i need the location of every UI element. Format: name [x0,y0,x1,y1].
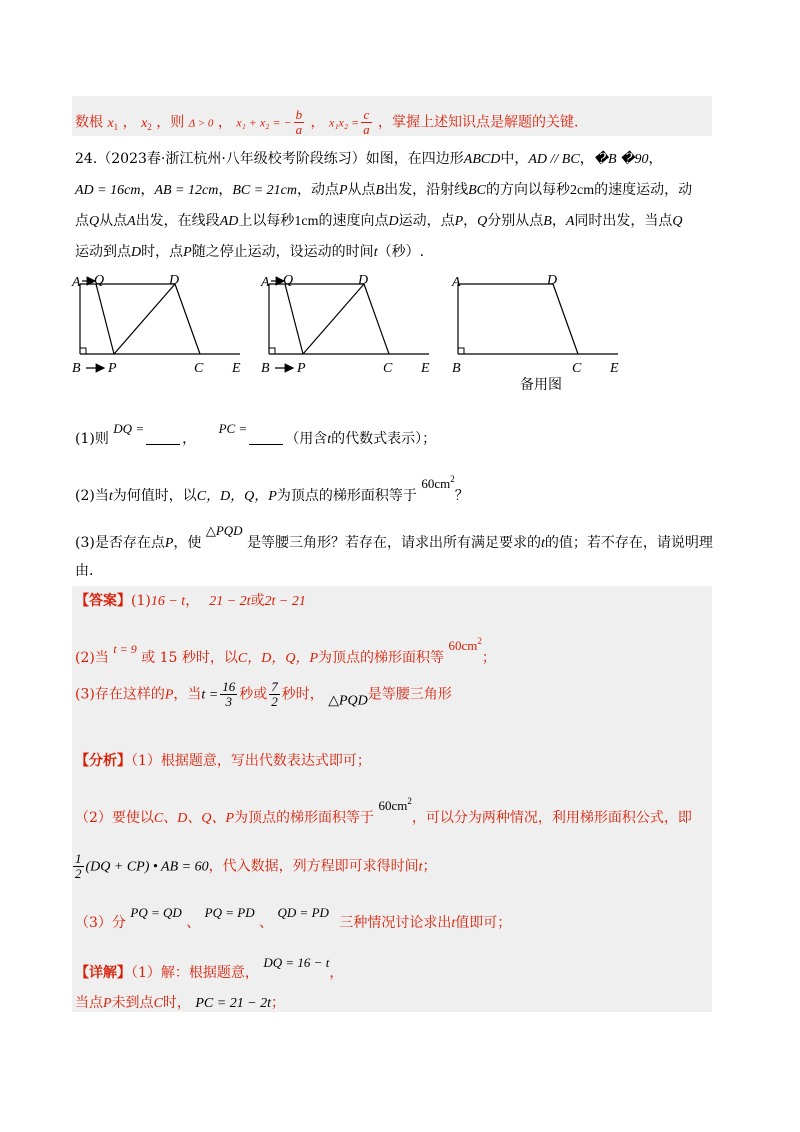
point-b: B [543,214,552,229]
header-text: ，则 [156,114,185,131]
header-text: 数根 [75,114,103,131]
problem-text: 从点 [99,213,128,229]
label-b: B [452,361,461,376]
quad-name: ABCD [463,152,501,167]
question-text: 是等腰三角形？若存在，请求出所有满足要求的 [247,535,542,551]
point-q: Q [89,214,100,229]
point-p: P [164,687,174,703]
frac-b-a [294,108,305,137]
analysis-text: ，代入数据，列方程即可求得时间 [208,858,419,875]
question-3-cont [75,562,93,580]
label-q: Q [283,273,294,288]
area-exponent: 2 [407,796,412,806]
label-p: P [108,361,117,376]
label-e: E [610,361,619,376]
question-text: 的代数式表示）； [331,431,437,447]
area-value: 60cm [448,638,478,653]
var-t: t [418,859,423,875]
sub-2: 2 [147,121,152,132]
problem-text: 出发，沿射线 [384,182,469,198]
frac-den: 2 [271,694,278,709]
problem-text: 随之停止运动，设运动的时间 [191,244,374,260]
analysis-text: 三种情况讨论求出 [339,915,452,931]
ray-bc: BC [468,183,486,198]
point-p: P [103,996,112,1011]
detail-tag: 【详解】 [75,965,131,981]
expr-pc-answer-2: 2t − 21 [264,594,306,609]
point-d: D [131,245,142,260]
length-bc: BC = 21cm [232,183,297,198]
question-text: (1)则 [75,431,109,447]
right-angle-mark [269,348,275,354]
expr-pc-detail: PC = 21 − 2t [195,996,272,1011]
var-t: t [108,489,113,504]
answer-blank [249,430,283,445]
segment-dc [553,284,578,354]
header-line [75,108,579,137]
answer-line-3 [75,680,452,711]
label-q: Q [94,273,105,288]
analysis-text: 为顶点的梯形面积等于 [234,810,375,826]
detail-text: 时， [162,995,191,1011]
answer-text: 或 [250,593,265,609]
problem-text: 同时出发，当点 [574,213,673,229]
detail-text: （1）解：根据题意， [131,965,259,981]
var-x2: x [141,115,148,131]
segment-dc [364,284,389,354]
expr-dq: DQ = [113,421,145,436]
header-text: ，掌握上述知识点是解题的关键. [378,114,579,131]
point-p: P [454,214,464,229]
question-text: (2)当 [75,488,109,504]
label-e: E [232,361,241,376]
label-e: E [421,361,430,376]
frac-7-2 [269,680,280,709]
problem-text: 的方向以每秒 [486,182,570,198]
label-b: B [72,361,81,376]
point-d: D [388,214,399,229]
answer-line-2 [75,632,496,668]
frac-den: 2 [75,866,82,881]
point-b: B [375,183,385,198]
problem-text: 24.（2023春·浙江杭州·八年级校考阶段练习）如图，在四边形 [75,151,464,167]
answer-text: ，当 [173,686,202,703]
sep: ， [140,182,155,198]
problem-text: 运动到点 [75,244,131,260]
answer-text: 是等腰三角形 [367,686,452,703]
problem-text: 从点 [347,182,376,198]
answer-text: 秒或 [239,686,268,703]
point-q: Q [477,214,488,229]
problem-line-1 [75,150,662,169]
question-text: 的值；若不存在，请说明理 [544,535,713,551]
case-qd-pd: QD = PD [277,905,329,920]
detail-line-1 [75,954,343,982]
problem-text: 时，点 [141,244,184,260]
segment-qp [285,284,303,354]
trapezoid-area-formula: (DQ + CP) • AB = 60 [85,859,209,875]
problem-text: 出发，在线段 [135,213,220,229]
problem-line-2 [75,181,692,200]
var-t: t [327,432,332,447]
problem-text: 的速度向点 [318,213,389,229]
frac-num: 7 [271,679,278,694]
delta-condition: Δ > 0 [188,117,214,130]
sep: ， [185,593,200,609]
analysis-text: （1）根据题意，写出代数表达式即可； [131,753,371,769]
answer-text: 为顶点的梯形面积等 [318,650,445,666]
detail-text: 当点 [75,995,103,1011]
t-equals: t = [201,687,219,703]
question-text: ？ [454,488,469,504]
answer-blank [146,430,180,445]
frac-1-2 [73,852,84,881]
sep: ， [182,431,197,447]
analysis-text: （2）要使以 [75,810,154,826]
label-c: C [572,361,582,376]
sub-1: 1 [113,121,119,132]
analysis-text: （3）分 [75,915,126,931]
frac-den: a [363,122,370,137]
answer-tag: 【答案】 [75,593,131,609]
vieta-sum: x₁ + x₂ = − [236,115,292,130]
question-text: 由. [75,563,94,579]
problem-text: 上以每秒 [238,213,295,229]
problem-text: 中， [500,151,529,167]
answer-text: 秒时， [281,686,324,703]
right-angle-mark [80,348,86,354]
point-p: P [338,183,348,198]
frac-num: b [295,107,303,122]
area-value: 60cm [378,798,408,813]
problem-line-4 [75,243,424,262]
figure-spare [448,270,628,376]
figure-2 [259,270,439,376]
length-ad: AD = 16cm [75,183,141,198]
frac-den: 3 [225,694,232,709]
label-c: C [194,361,204,376]
label-c: C [383,361,393,376]
answer-text: (3)存在这样的 [75,686,165,703]
segment-dc [175,284,200,354]
angle-condition: �B �90 [593,152,649,167]
point-q: Q [672,214,683,229]
frac-num: 16 [222,679,236,694]
analysis-tag: 【分析】 [75,753,131,769]
label-a: A [261,275,270,290]
sep: ， [463,213,478,229]
frac-num: c [361,108,372,123]
expr-dq-answer: 16 − t [150,594,186,609]
problem-text: （秒）. [377,244,425,260]
var-t: t [451,916,456,931]
triangle-pqd: △PQD [205,523,243,538]
answer-text: ； [481,650,496,666]
question-text: ，使 [173,535,202,551]
sep: 、 [259,915,274,931]
answer-text: (1) [131,593,151,609]
sep: ， [551,213,566,229]
speed-q: 1cm [294,214,319,229]
segment-pd [303,284,364,354]
frac-16-3 [220,680,237,709]
points-cdqp: C，D，Q，P [237,651,319,666]
question-text: (3)是否存在点 [75,535,165,551]
problem-text: 点 [75,213,89,229]
case-pq-pd: PQ = PD [204,905,255,920]
problem-text: ，动点 [296,182,339,198]
analysis-line-2 [75,792,692,828]
point-a: A [127,214,136,229]
var-t: t [541,536,545,551]
question-3 [75,522,713,553]
detail-text: 未到点 [111,995,154,1011]
sep: ， [217,114,232,131]
t-value-9: t = 9 [113,642,137,656]
frac-num: 1 [75,851,82,866]
question-1 [75,420,436,449]
length-ab: AB = 12cm [154,183,219,198]
expr-dq-detail: DQ = 16 − t [263,955,330,970]
question-text: 为何值时，以 [112,488,197,504]
problem-text: 分别从点 [487,213,544,229]
var-x1: x [107,115,114,131]
frac-den: a [295,122,303,137]
point-c: C [153,996,163,1011]
analysis-text: 值即可； [455,915,512,931]
figure-1 [70,270,250,376]
var-t: t [373,245,378,260]
answer-line-1 [75,592,306,611]
points-cdqp: C、D、Q、P [153,811,235,826]
label-d: D [547,273,558,288]
label-p: P [297,361,306,376]
expr-pc: PC = [218,421,248,436]
question-text: 为顶点的梯形面积等于 [276,488,417,504]
speed-p: 2cm [570,183,595,198]
sep: ， [218,182,233,198]
point-p: P [164,536,174,551]
label-a: A [452,275,461,290]
label-d: D [169,273,180,288]
frac-c-a [361,108,372,137]
triangle-pqd: △PQD [328,693,368,709]
question-2 [75,470,469,506]
segment-ad: AD [219,214,239,229]
point-p: P [183,245,192,260]
sep: ， [310,114,325,131]
parallel-condition: AD // BC [528,152,580,167]
detail-text: ， [329,965,344,981]
sep: ， [579,151,594,167]
problem-text: 运动，点 [398,213,455,229]
analysis-line-1 [75,752,371,770]
expr-pc-answer-1: 21 − 2t [209,594,251,609]
segment-qp [96,284,114,354]
point-a: A [565,214,575,229]
analysis-line-4 [75,904,511,933]
problem-line-3 [75,212,683,231]
sep: ， [122,114,137,131]
sep: ， [648,151,663,167]
points-cdqp: C，D，Q，P [196,489,277,504]
case-pq-qd: PQ = QD [130,905,182,920]
detail-text: ； [271,995,286,1011]
spare-figure-caption: 备用图 [520,377,562,393]
segment-pd [114,284,175,354]
right-angle-mark [458,348,464,354]
sep: 、 [186,915,201,931]
answer-text: 或 15 秒时，以 [141,650,238,666]
label-b: B [261,361,270,376]
label-d: D [358,273,369,288]
question-text: （用含 [285,431,328,447]
analysis-text: ，可以分为两种情况，利用梯形面积公式，即 [411,810,692,826]
area-exponent: 2 [477,636,482,646]
problem-text: 的速度运动，动 [594,182,693,198]
analysis-line-3 [75,852,436,881]
detail-line-2 [75,994,285,1013]
area-exponent: 2 [450,474,455,484]
analysis-text: ； [422,858,437,875]
area-value: 60cm [421,476,451,491]
vieta-product: x₁x₂ = [329,115,360,130]
label-a: A [72,275,81,290]
answer-text: (2)当 [75,650,109,666]
